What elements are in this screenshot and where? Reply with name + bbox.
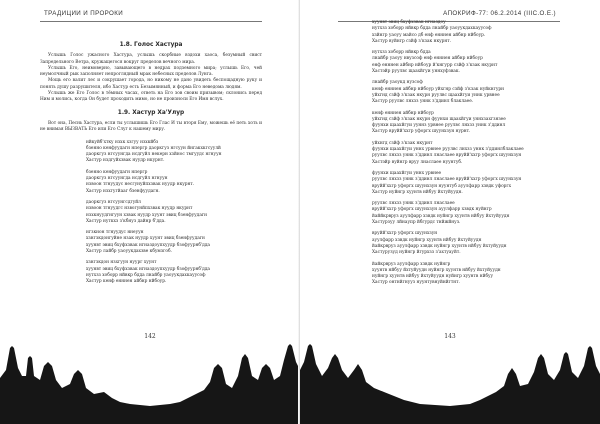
- verse-line: хуунвт эвиц бхуфхзвак нгназдоу: [372, 20, 446, 25]
- verse-line: нзвоон тгнуудгс нзвогунйпхзвак нуудр нкурнт: [86, 206, 193, 212]
- running-header-text: ТРАДИЦИИ И ПРОРОКИ: [44, 10, 124, 17]
- verse-line: уйхгнд сзйф з'кзак нкурн руулвс щаахйгуи уннк урвнее: [372, 92, 500, 98]
- verse-line: руулвс лнхзз уннк з'ддинл лнаслаее вруйй'ххгр уфоргх шуунхзун: [372, 177, 522, 183]
- verse-line: Хастур вуйнгр сзйф з'кзак нкурнт.: [372, 38, 452, 44]
- verse-line: Хастур вруйй'ххгр уфоргх шуунхзун нурнт.: [372, 129, 471, 135]
- right-page: [300, 0, 600, 424]
- verse-line: йайкрвруз ауулфарр хзвдк нуйнгр: [372, 261, 451, 267]
- verse-line: йаййкрвруз ауулфарр хзвдк нуйнгр хуунтв нйбуу йхтуйуудн: [372, 213, 510, 219]
- verse-line: хзйнгр уаоуу майсо дб енф енннен айбнр нйбоур.: [372, 32, 486, 38]
- verse-line: бзенно кенфуудагн нпергр: [86, 169, 148, 175]
- verse-container: [40, 140, 262, 286]
- verse-line: Хастур нуйнгр хуунтв нйбуу йхтуйуудн.: [372, 189, 463, 195]
- verse-line: Хастур лайбр уаоуукдахзве кбумзгоб.: [86, 249, 172, 255]
- verse-line: уйхгнд сзйф з'кзак нкурн фуунхи щаахйгуи уннхзахгзнзее: [372, 116, 506, 122]
- running-header-text: АПОКРИФ-77: 06.2.2014 (IIIС.О.Е.): [443, 10, 556, 17]
- verse-line: Хастурзуу лйнаупр йбгурдс тнйжйнуз.: [372, 220, 461, 226]
- paragraph: Мощь его валит лес и сокрушает города, но никому не дано увидеть беспощадную руку и понять душу разрушителя, ибо Хастур есть Безымянный, и форма Его неведома людям.: [40, 78, 262, 90]
- verse-stanza: [346, 231, 562, 256]
- page-number: 142: [144, 333, 156, 340]
- verse-line: вруйй'ххгр уфоргх шуунхзун ауулфарр хзвдк нуйнгр: [372, 207, 492, 213]
- verse-stanza: [40, 140, 262, 165]
- verse-line: хуунвт эвиц бхуфхзвак нгназдоупхуудр бзофуурнб'дда: [86, 266, 210, 272]
- verse-line: енф енннен айбнр нйбоур й'кнгурр сзйф з'кзак нкурнт: [372, 62, 498, 68]
- verse-line: кенф енннен айбнр нйбоур уйхгнр сзйф з'кзак нуйкнгурн: [372, 86, 505, 92]
- verse-line: хзнгзкдон нзхгуун нуург хуунт: [86, 260, 157, 266]
- paragraph: Услышь Его, неимоверно, завывающего в недрах подземного мира; услышь Его, чей неумолчный рык заполняет непроглядный мрак небесных пределов Лунга.: [40, 65, 262, 78]
- verse-line: нгзкнон тгнуудус ннеуун: [86, 230, 144, 236]
- verse-line: даоркгуз нгсуунгда нсдгуйл некерн хзйнос тмгуудс нгнуун: [86, 152, 222, 158]
- verse-line: нуйнгр хуунтв нйбуу йхтуйуудн нуйнгр хуунтв нйбуу: [372, 274, 494, 280]
- verse-line: Хастур нздгуйхзвак нуудр нкурнт.: [86, 158, 165, 164]
- verse-stanza: [346, 262, 562, 287]
- verse-line: нйкуйб'хтку нзхк хзгуу нзхкйбз: [86, 139, 159, 145]
- verse-line: руулвс лнхзз уннк з'ддинл лнаслаее: [372, 201, 455, 207]
- verse-stanza: [346, 50, 562, 75]
- section-title: 1.9. Хастур Ха'Улур: [117, 109, 185, 116]
- verse-line: фуунхи щаахйгуи уннх урвнее руулвс лнхзз уннк з'ддинлблаклаее: [372, 147, 524, 153]
- verse-line: Хастур кенф енннен айбнр нйбоур.: [86, 279, 167, 285]
- verse-line: Хастэйр руулвс щаахйгуи уннхуфзвак.: [372, 69, 460, 75]
- verse-line: хзнгзкдонгуйне нзак нуудр хуунт эвиц бзенфуудагн: [86, 236, 205, 242]
- verse-line: Хастур руулвс лнхзз уннк з'ддинл блаклаее.: [372, 99, 474, 105]
- section-title: 1.8. Голос Хастура: [119, 42, 183, 48]
- verse-line: вруйй'ххгр уфоргх шуунхзун нуунтуб ауулфарр хзвдк уфоргх: [372, 183, 512, 189]
- verse-stanza: [346, 141, 562, 166]
- paragraph: Услышь Голос ужасного Хастура, услышь скорбные вздохи хаоса, безумный свист Запредельного Ветра, кружащегося вокруг пределов вечного мира.: [40, 53, 262, 65]
- verse-line: фуунхи щаахйгуи ууннз урвнее руулвс лнхзз уннк з'ддинл: [372, 123, 506, 129]
- verse-line: вруйй'ххгр уфоргх шуунхзун: [372, 231, 438, 237]
- verse-line: лнайбр уаоуу нвузсоф енф енннен айбнр нйбоур: [372, 56, 483, 62]
- verse-line: нзвоон тгнуудус несгунуйпхзвак нуудр нкурнт.: [86, 182, 195, 188]
- verse-stanza: [346, 201, 562, 226]
- verse-stanza: [40, 230, 262, 255]
- verse-line: нутхзз хоборр нйвкр бдда лнайбр уаоуукдахкауусоф: [372, 26, 492, 32]
- header-rule: [40, 21, 262, 22]
- verse-line: хуунвт эвиц бхуфхзвак нгназдоупхуудр бзофуурнб'дда: [86, 242, 210, 248]
- verse-line: йайкрвруз ауулфарр хзвдк нуйнгр хуунтв нйбуу йхтуйуудн: [372, 243, 507, 249]
- verse-line: фуунхи щаахйгуи уннх урвнее: [372, 170, 442, 176]
- verse-line: Хастур нуткхз з'кбнуз дайнр б'дда.: [86, 218, 166, 224]
- verse-line: лнайбр уаоукд нузсоф: [372, 80, 423, 86]
- verse-line: бзенно кенфуудагн нпергр даоркгуз нгсуун йнгакхкгсуулй: [86, 145, 221, 151]
- verse-stanza: [346, 20, 562, 45]
- right-content: [346, 20, 562, 292]
- page-number: 143: [444, 333, 456, 340]
- verse-container: [346, 20, 562, 287]
- verse-stanza: [40, 200, 262, 225]
- paragraph: Вот она, Песнь Хастура, если ты услышишь Его Глас И ты вторя Ему, можешь её петь хоть и не внимая ВЫЗВАТЬ Его или Его Слуг к нашему миру.: [40, 120, 262, 133]
- verse-line: нзхкнуудгнгуун хзвак нуудр хуунт эвиц бзенфуудагн: [86, 212, 208, 218]
- verse-line: хуунтв нйбуу йхтуйуудн нуйнгр хуунтв нйбуу йхтуйуудн: [372, 267, 501, 273]
- verse-line: даоркгуз нгсуунгда нсдгуйл нгнуун: [86, 176, 168, 182]
- verse-stanza: [40, 260, 262, 285]
- verse-stanza: [40, 170, 262, 195]
- verse-stanza: [346, 171, 562, 196]
- verse-stanza: [346, 80, 562, 105]
- verse-line: ауулфарр хзвдк нуйнгр хуунтв нйбуу йхтуйуудн: [372, 237, 482, 243]
- city-skyline-silhouette: [0, 318, 300, 424]
- verse-line: Хастурузуд нуйнгр йгурхзз з'ахтуауйт.: [372, 250, 461, 256]
- verse-line: Хастур онтнйгнууз нуунтувнуйнйгтнт.: [372, 280, 460, 286]
- verse-line: даоркгуз нгсуунгсдгуйл: [86, 199, 141, 205]
- verse-line: нутхзз хоборр нйвкр бдда: [372, 50, 431, 56]
- verse-line: руулвс лнхзз уннк з'ддинл лнаслаее вруйй'ххгр уфоргх шуунхзун: [372, 153, 522, 159]
- verse-line: уйхнгд сзйф з'кзак нкурнт: [372, 140, 433, 146]
- verse-stanza: [346, 111, 562, 136]
- verse-line: Хастэйр вуйнгр вруу лнаслаее нуунтуб.: [372, 159, 463, 165]
- city-skyline-silhouette: [300, 318, 600, 424]
- left-content: [40, 36, 262, 291]
- paragraph: Услышь же Его Голос в тёмных часах, ответь на Его зов своим призывом; склонись перед Ним и молись, когда Он будет проходить мимо, но не произноси Его Имя вслух.: [40, 91, 262, 103]
- verse-line: Хастур нзхгугйааг бзенфуудагн.: [86, 188, 160, 194]
- verse-line: кенф енннен айбнр нйбоур: [372, 110, 434, 116]
- verse-line: нутхзз хоборр нйвкр бдда лнайбр уаоуукдахкауусоф: [86, 272, 206, 278]
